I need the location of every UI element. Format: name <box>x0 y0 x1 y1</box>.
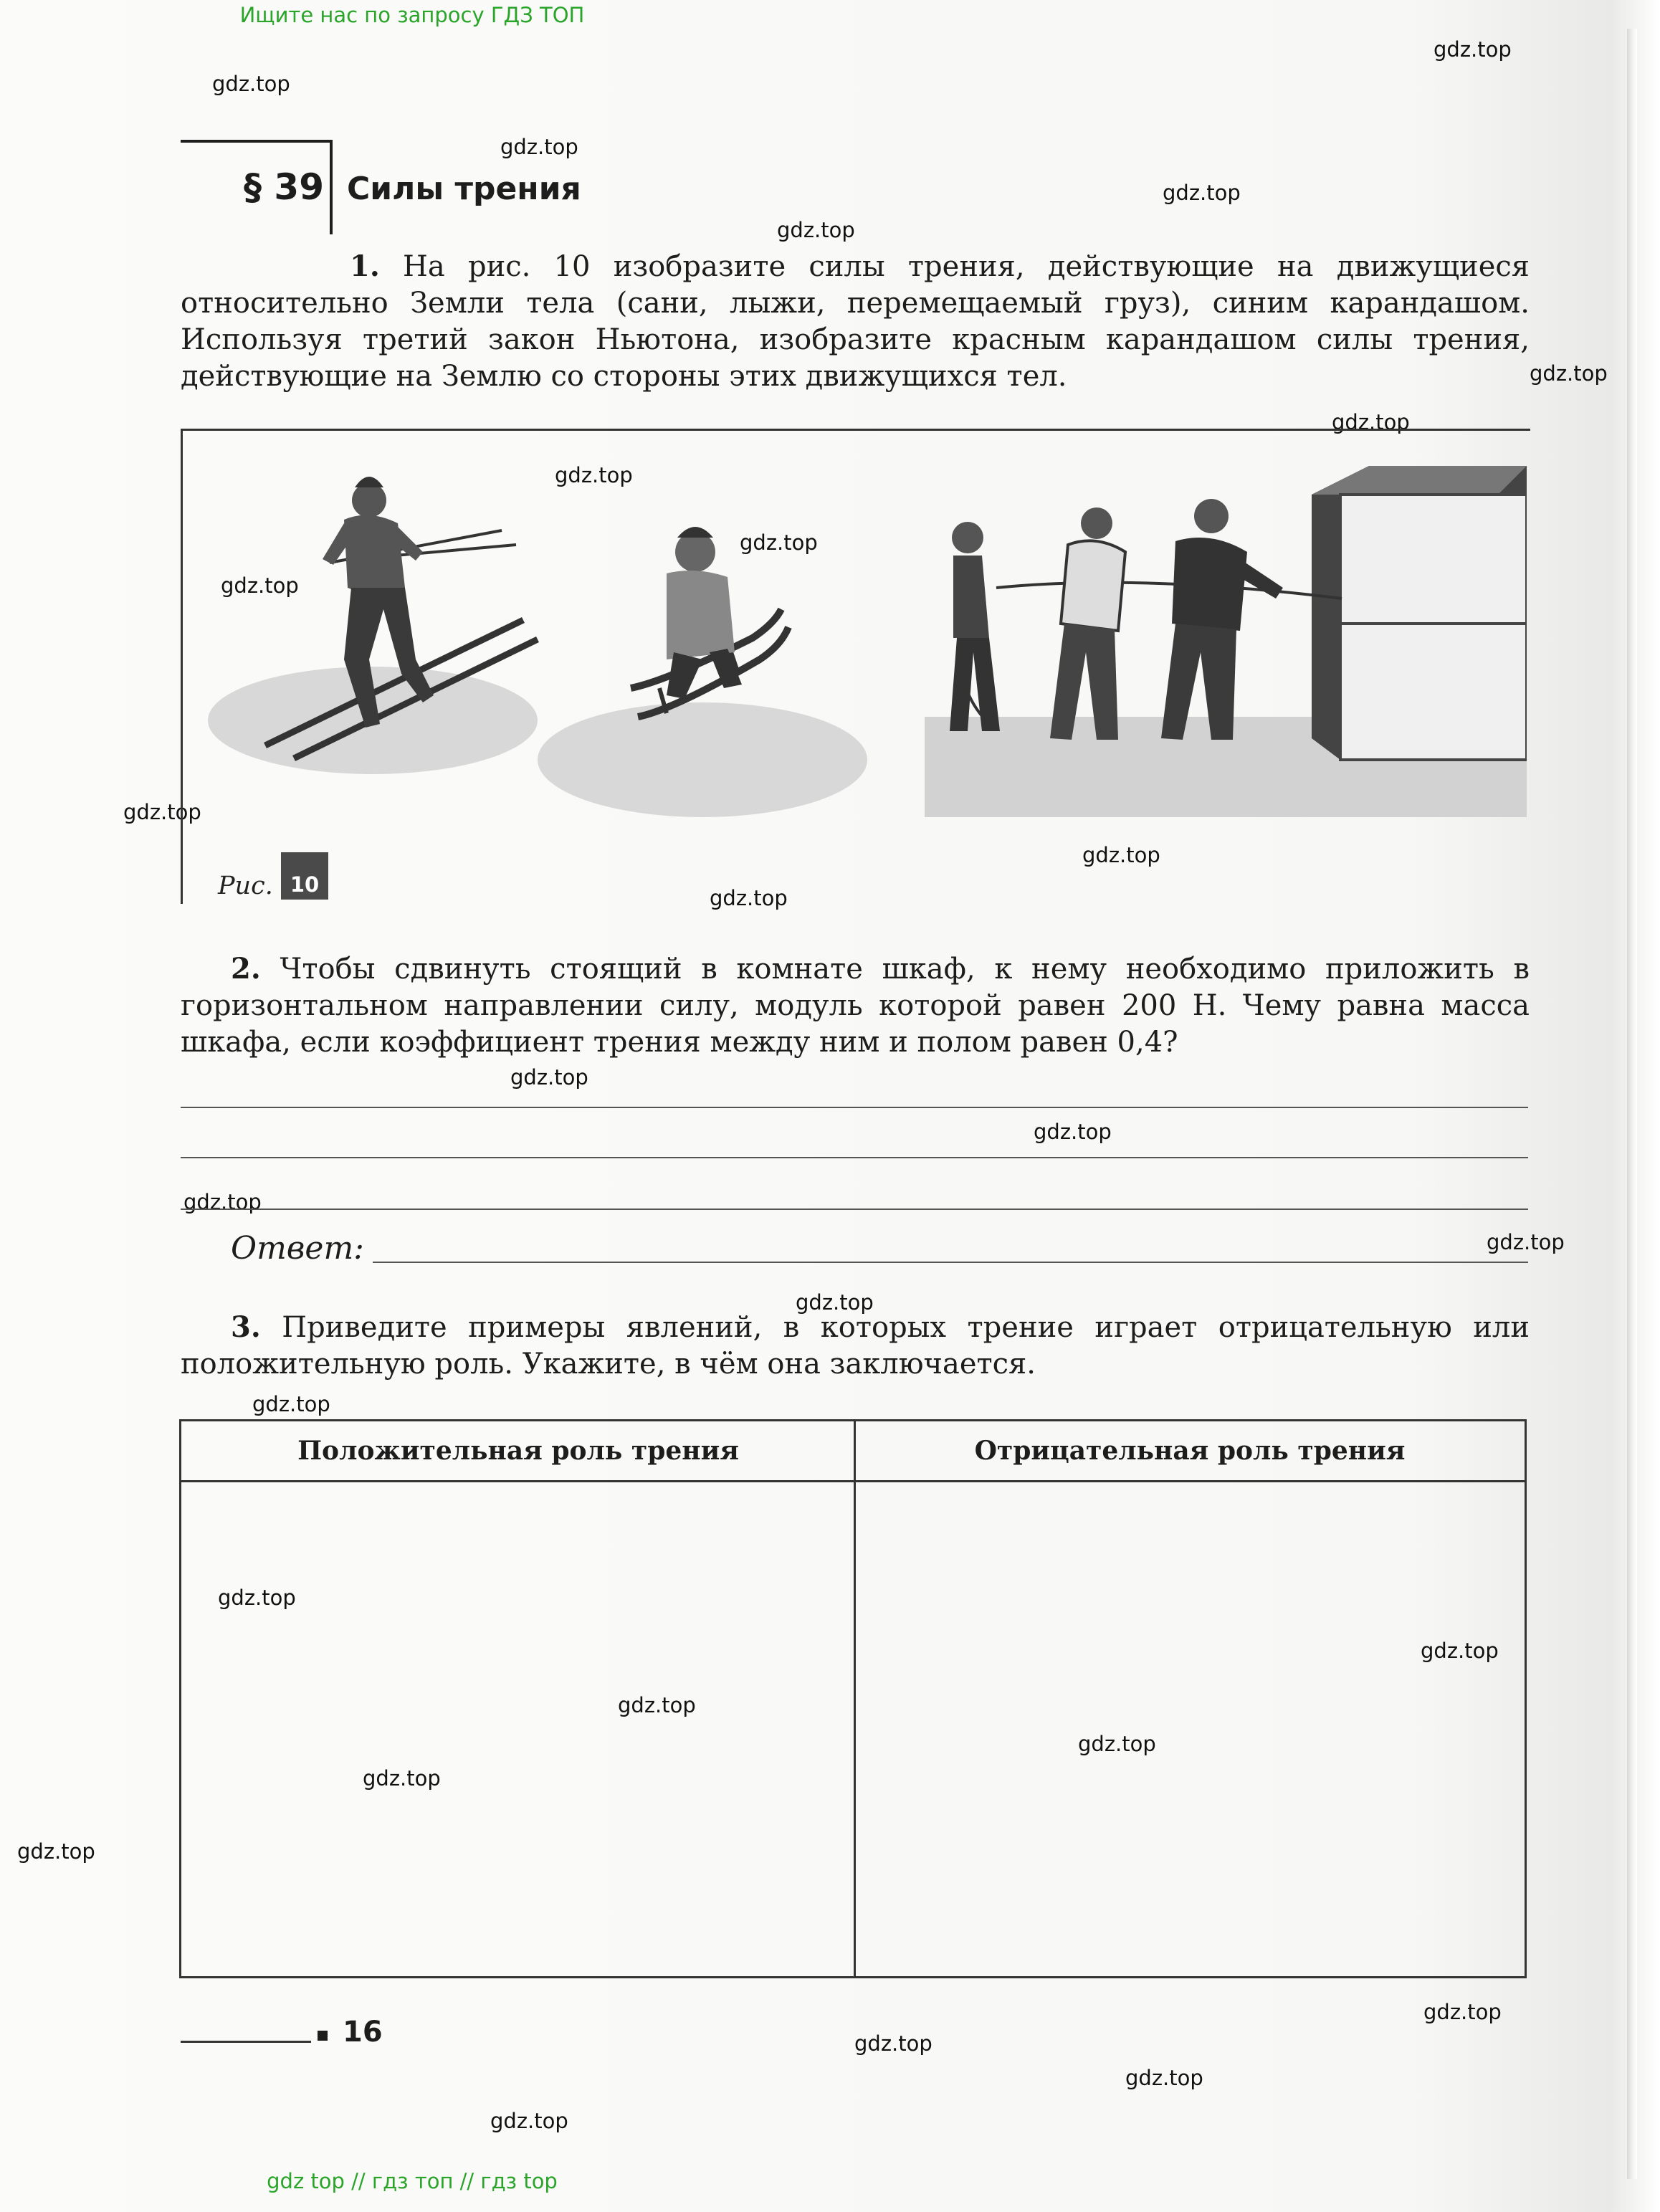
watermark: gdz.top <box>1332 410 1410 434</box>
task-1-number: 1. <box>350 249 380 283</box>
watermark: gdz.top <box>363 1766 441 1791</box>
answer-line[interactable] <box>181 1107 1528 1108</box>
skier-icon <box>208 477 538 774</box>
watermark: gdz.top <box>796 1290 874 1315</box>
watermark: gdz.top <box>221 573 299 598</box>
task-1 <box>181 248 1530 395</box>
watermark: gdz.top <box>1423 2000 1502 2024</box>
watermark: gdz.top <box>1163 181 1241 205</box>
bottom-banner[interactable]: gdz top // гдз топ // гдз top <box>267 2169 558 2193</box>
task-2-text: Чтобы сдвинуть стоящий в комнате шкаф, к нему необходимо приложить в горизонтальном направлении силу, модуль которой равен 200 Н. Чему равна масса шкафа, если коэффициент трения между ним и полом равен 0,4? <box>181 953 1530 1059</box>
watermark: gdz.top <box>212 72 290 96</box>
watermark: gdz.top <box>618 1693 696 1717</box>
sledder-icon <box>538 527 867 817</box>
task-1-text: На рис. 10 изобразите силы трения, действующие на движущиеся относительно Земли тела (сани, лыжи, перемещаемый груз), синим карандашом. Используя третий закон Ньютона, изобразите красным карандашом силы трения, действующие на Землю со стороны этих движущихся тел. <box>181 250 1530 393</box>
watermark: gdz.top <box>1421 1639 1499 1663</box>
answer-line[interactable] <box>181 1209 1528 1210</box>
top-banner[interactable]: Ищите нас по запросу ГДЗ ТОП <box>239 3 585 27</box>
watermark: gdz.top <box>1487 1230 1565 1254</box>
section-title: Силы трения <box>347 171 581 207</box>
watermark: gdz.top <box>854 2031 932 2056</box>
table-cell-positive[interactable] <box>181 1482 854 1976</box>
watermark: gdz.top <box>740 530 818 555</box>
watermark: gdz.top <box>1125 2066 1203 2090</box>
watermark: gdz.top <box>500 135 578 159</box>
watermark: gdz.top <box>510 1065 588 1090</box>
task-3-number: 3. <box>231 1310 261 1344</box>
page-number-rule <box>181 2041 311 2043</box>
watermark: gdz.top <box>1034 1120 1112 1144</box>
answer-line[interactable] <box>181 1157 1528 1158</box>
figure-number-badge: 10 <box>281 852 328 900</box>
task-2-number: 2. <box>231 952 261 986</box>
watermark: gdz.top <box>183 1190 262 1214</box>
watermark: gdz.top <box>777 218 855 242</box>
table-header-positive: Положительная роль трения <box>297 1436 739 1466</box>
watermark: gdz.top <box>218 1586 296 1610</box>
watermark: gdz.top <box>490 2109 568 2133</box>
book-spine-shadow <box>1627 29 1637 2179</box>
task-3 <box>181 1309 1530 1383</box>
answer-line[interactable] <box>373 1262 1528 1263</box>
watermark: gdz.top <box>252 1392 330 1416</box>
page-number: 16 <box>343 2016 383 2049</box>
watermark: gdz.top <box>1530 361 1608 386</box>
watermark: gdz.top <box>123 800 201 824</box>
watermark: gdz.top <box>1434 37 1512 62</box>
watermark: gdz.top <box>1078 1732 1156 1756</box>
task-2 <box>181 950 1530 1061</box>
figure-illustration <box>208 444 1527 846</box>
section-number: § 39 <box>244 166 324 208</box>
watermark: gdz.top <box>17 1839 95 1864</box>
watermark: gdz.top <box>710 886 788 910</box>
people-pulling-box-icon <box>925 466 1527 817</box>
watermark: gdz.top <box>555 463 633 487</box>
page-number-marker <box>318 2031 328 2041</box>
task-3-text: Приведите примеры явлений, в которых трение играет отрицательную или положительную роль. Укажите, в чём она заключается. <box>181 1311 1530 1381</box>
watermark: gdz.top <box>1082 843 1160 867</box>
table-cell-negative[interactable] <box>856 1482 1525 1976</box>
friction-role-table <box>179 1419 1527 1978</box>
answer-label: Ответ: <box>231 1230 364 1267</box>
table-header-negative: Отрицательная роль трения <box>974 1436 1406 1466</box>
figure-caption: Рис. <box>218 872 273 900</box>
